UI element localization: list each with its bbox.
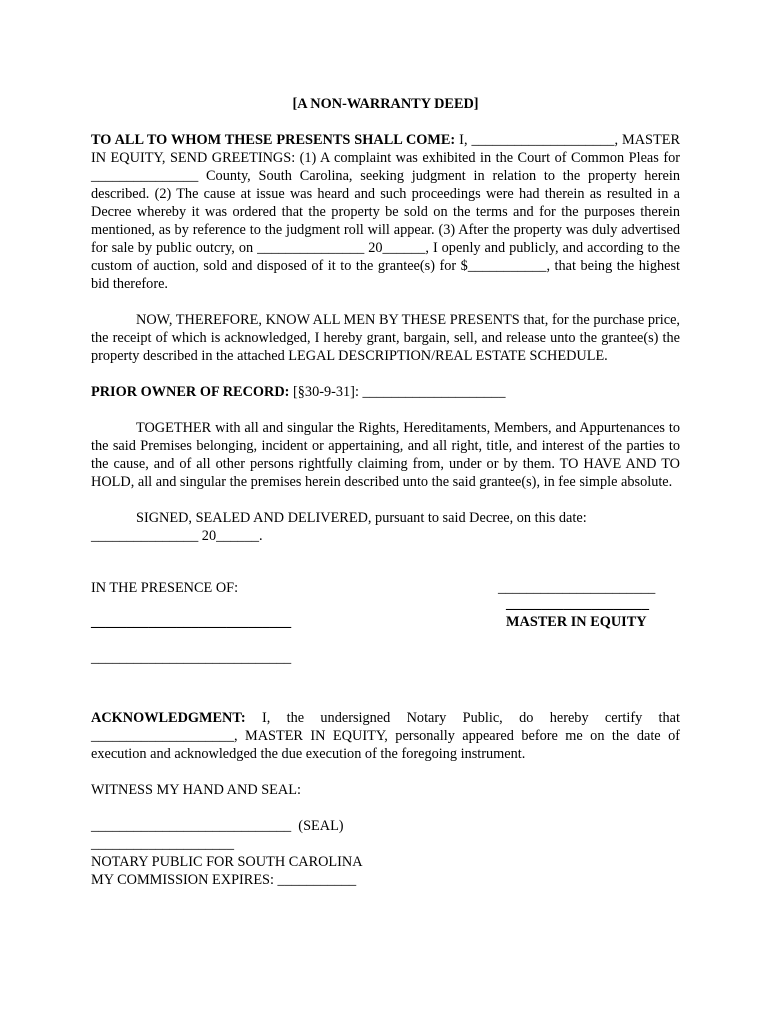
notary-label: NOTARY PUBLIC FOR SOUTH CAROLINA — [91, 854, 363, 870]
notary-signature-line: ____________________ — [91, 836, 234, 852]
conveyance-paragraph: NOW, THEREFORE, KNOW ALL MEN BY THESE PRESENTS that, for the purchase price, the receipt of which is acknowledged, I hereby grant, bargain, sell, and release unto the grantee(s) the property described in the attached LEGAL DESCRIPTION/REAL ESTATE SCHEDULE. — [91, 312, 680, 364]
prior-owner-line — [91, 383, 680, 401]
acknowledgment-text: I, the undersigned Notary Public, do hereby certify that ____________________, MASTER IN EQUITY, personally appeared before me on the date of execution and acknowledged the due execution of the foregoing instrument. — [91, 710, 680, 762]
together-paragraph: TOGETHER with all and singular the Rights, Hereditaments, Members, and Appurtenances to the said Premises belonging, incident or appertaining, and all right, title, and interest of the parties to the cause, and of all other persons rightfully claiming from, under or by them. TO HAVE AND TO HOLD, all and singular the premises herein described unto the said grantee(s), in fee simple absolute. — [91, 420, 680, 490]
signed-date-line: _______________ 20______. — [91, 528, 263, 544]
greeting-paragraph — [91, 131, 680, 293]
presence-label: IN THE PRESENCE OF: — [91, 580, 239, 596]
deed-body — [91, 95, 680, 889]
prior-owner-label: PRIOR OWNER OF RECORD: — [91, 384, 290, 400]
document-title: [A NON-WARRANTY DEED] — [292, 96, 479, 112]
witness-signature-line-2: ____________________________ — [91, 650, 292, 666]
commission-expires: MY COMMISSION EXPIRES: ___________ — [91, 872, 357, 888]
signed-sealed-line: SIGNED, SEALED AND DELIVERED, pursuant to said Decree, on this date: — [136, 510, 587, 526]
signature-block — [91, 579, 680, 635]
witness-signature-line-1: ____________________________ — [91, 614, 292, 630]
greeting-text: I, ____________________, MASTER IN EQUITY, SEND GREETINGS: (1) A complaint was exhibited in the Court of Common Pleas for _______________ County, South Carolina, seeking judgment in relation to the property herein described. (2) The cause at issue was heard and such proceedings were had therein as resulted in a Decree whereby it was ordered that the property be sold on the terms and for the purposes therein mentioned, as by reference to the judgment roll will appear. (3) After the property was duly advertised for sale by public outcry, on _______________ 20______, I openly and publicly, and according to the custom of auction, sold and disposed of it to the grantee(s) for $___________, that being the highest bid therefore. — [91, 132, 680, 292]
master-in-equity-label: MASTER IN EQUITY — [506, 614, 647, 630]
master-signature-line: ______________________ — [498, 580, 656, 596]
witness-hand-seal: WITNESS MY HAND AND SEAL: — [91, 782, 301, 798]
acknowledgment-paragraph — [91, 709, 680, 763]
prior-owner-text: [§30-9-31]: ____________________ — [289, 384, 506, 400]
master-signature-underline: ____________________ — [506, 596, 649, 612]
greeting-lead: TO ALL TO WHOM THESE PRESENTS SHALL COME: — [91, 132, 456, 148]
seal-signature-line: ____________________________ (SEAL) — [91, 818, 344, 834]
acknowledgment-lead: ACKNOWLEDGMENT: — [91, 710, 246, 726]
